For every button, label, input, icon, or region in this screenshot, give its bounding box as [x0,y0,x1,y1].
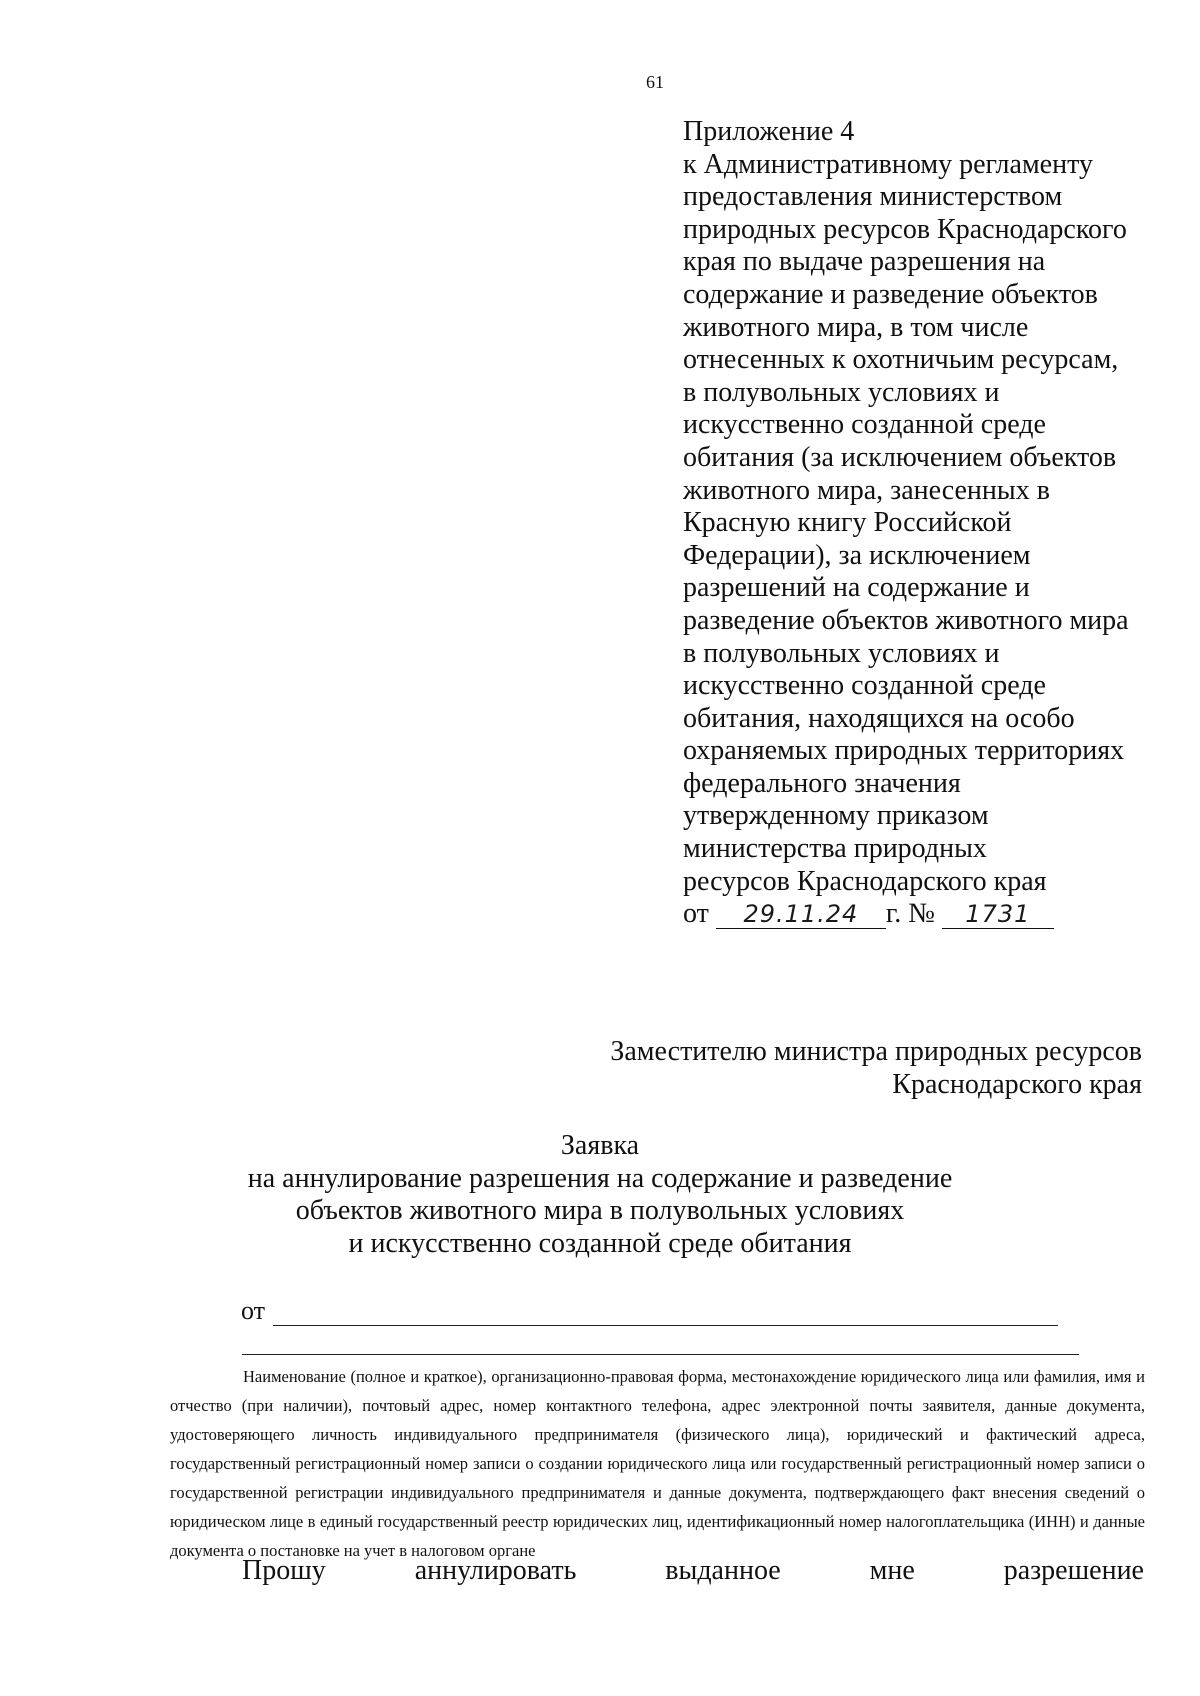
appendix-line: животного мира, в том числе [683,311,1029,343]
appendix-line: разведение объектов животного мира [683,604,1129,636]
appendix-line: утвержденному приказом [683,800,989,832]
applicant-name-field[interactable] [273,1299,1058,1326]
request-word: Прошу [242,1555,326,1586]
page-number: 61 [646,72,664,92]
addressee-line: Заместителю министра природных ресурсов [610,1036,1142,1067]
appendix-line: искусственно созданной среде [683,670,1046,702]
appendix-line: федерального значения [683,767,961,799]
appendix-line: к Административному регламенту [683,148,1093,180]
appendix-line: ресурсов Краснодарского края [683,865,1047,897]
appendix-line: Красную книгу Российской [683,507,1012,539]
appendix-line: животного мира, занесенных в [683,474,1050,506]
applicant-name-field-continuation[interactable] [242,1354,1079,1355]
order-date-handwritten: 29.11.24 [716,900,886,929]
application-title [0,1130,1200,1260]
request-sentence [242,1555,1144,1587]
appendix-header [683,116,1163,931]
appendix-line: Федерации), за исключением [683,539,1031,571]
title-line: и искусственно созданной среде обитания [348,1227,852,1259]
addressee-line: Краснодарского края [892,1068,1142,1100]
title-heading: Заявка [560,1130,640,1161]
request-word: мне [869,1555,915,1586]
appendix-line: разрешений на содержание и [683,572,1030,604]
applicant-from-row [241,1296,1058,1326]
appendix-line: искусственно созданной среде [683,409,1046,441]
appendix-line: в полувольных условиях и [683,637,1000,669]
request-word: разрешение [1003,1555,1144,1586]
request-word: аннулировать [414,1555,577,1586]
addressee-block [610,1036,1142,1101]
appendix-line: охраняемых природных территориях [683,735,1125,767]
title-line: объектов животного мира в полувольных условиях [295,1195,905,1227]
from-label: от [241,1296,266,1325]
appendix-line: природных ресурсов Краснодарского [683,213,1127,245]
appendix-line: обитания (за исключением объектов [683,441,1117,473]
order-prefix: от [683,898,709,930]
order-reference [683,898,1163,931]
appendix-line: края по выдаче разрешения на [683,246,1046,278]
appendix-title: Приложение 4 [683,116,855,147]
order-number-label: г. № [885,898,935,930]
field-hint-note: Наименование (полное и краткое), организационно-правовая форма, местонахождение юридического лица или фамилия, имя и отчество (при наличии), почтовый адрес, номер контактного телефона, адрес электронной почты заявителя, данные документа, удостоверяющего личность индивидуального предпринимателя (физического лица), юридический и фактический адреса, государственный регистрационный номер записи о создании юридического лица или государственный регистрационный номер записи о государственной регистрации индивидуального предпринимателя и данные документа, подтверждающего факт внесения сведений о юридическом лице в единый государственный реестр юридических лиц, идентификационный номер налогоплательщика (ИНН) и данные документа о постановке на учет в налоговом органе [170,1367,1145,1560]
request-word: выданное [665,1555,781,1586]
appendix-line: отнесенных к охотничьим ресурсам, [683,344,1119,376]
appendix-line: содержание и разведение объектов [683,278,1098,310]
appendix-line: предоставления министерством [683,181,1063,213]
appendix-line: в полувольных условиях и [683,376,1000,408]
order-number-handwritten: 1731 [942,900,1054,929]
appendix-line: министерства природных [683,833,987,865]
appendix-line: обитания, находящихся на особо [683,702,1075,734]
title-line: на аннулирование разрешения на содержание и разведение [247,1162,953,1194]
